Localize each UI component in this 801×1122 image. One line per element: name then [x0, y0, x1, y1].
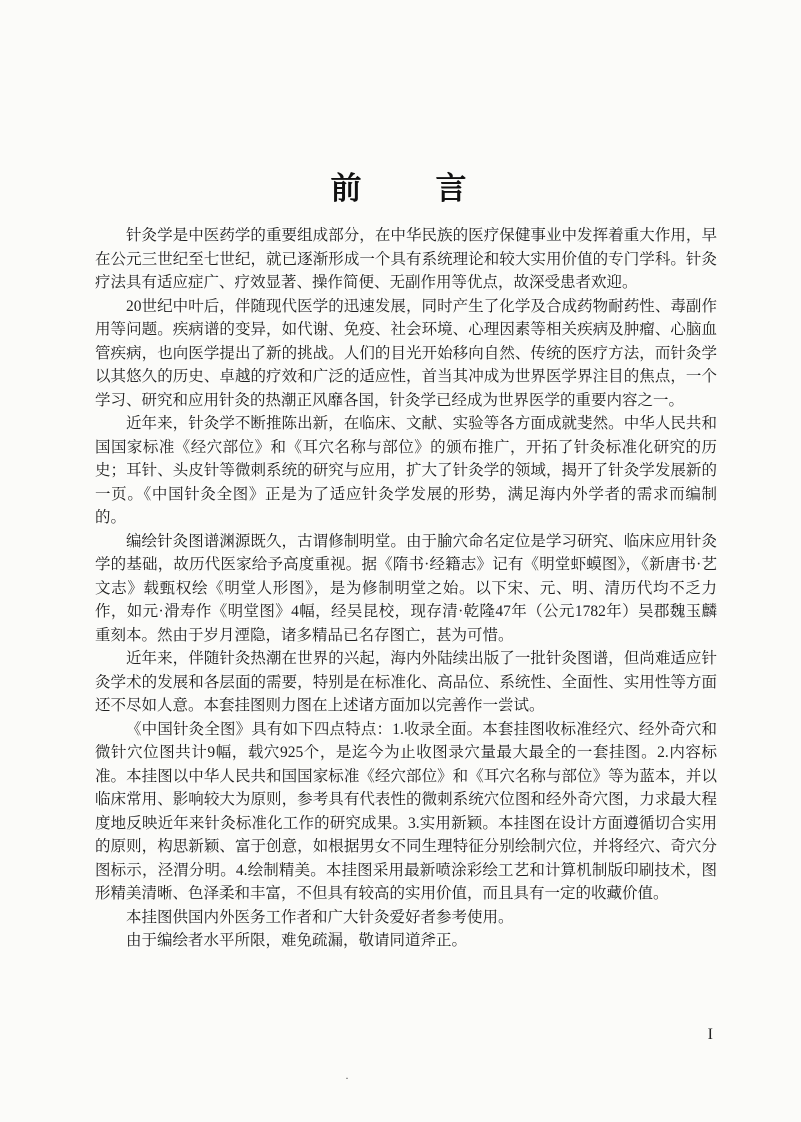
paragraph-1: 针灸学是中医药学的重要组成部分，在中华民族的医疗保健事业中发挥着重大作用，早在公元三世纪至七世纪，就已逐渐形成一个具有系统理论和较大实用价值的专门学科。针灸疗法具有适应症广、疗效显著、操作简便、无副作用等优点，故深受患者欢迎。: [95, 227, 717, 291]
paragraph-8: 由于编绘者水平所限，难免疏漏，敬请同道斧正。: [126, 932, 468, 949]
paragraph-4: 编绘针灸图谱渊源既久，古谓修制明堂。由于腧穴命名定位是学习研究、临床应用针灸学的基础，故历代医家给予高度重视。据《隋书·经籍志》记有《明堂虾蟆图》，《新唐书·艺文志》载甄权绘《明堂人形图》，是为修制明堂之始。以下宋、元、明、清历代均不乏力作，如元·滑寿作《明堂图》4幅，经吴昆校，现存清·乾隆47年（公元1782年）吴郡魏玉麟重刻本。然由于岁月湮隐，诸多精品已名存图亡，甚为可惜。: [95, 532, 717, 644]
preface-body: [95, 224, 717, 953]
paragraph-2: 20世纪中叶后，伴随现代医学的迅速发展，同时产生了化学及合成药物耐药性、毒副作用等问题。疾病谱的变异，如代谢、免疫、社会环境、心理因素等相关疾病及肿瘤、心脑血管疾病，也向医学提出了新的挑战。人们的目光开始移向自然、传统的医疗方法，而针灸学以其悠久的历史、卓越的疗效和广泛的适应性，首当其冲成为世界医学界注目的焦点，一个学习、研究和应用针灸的热潮正风靡各国，针灸学已经成为世界医学的重要内容之一。: [95, 297, 717, 409]
page-number: I: [707, 1026, 713, 1043]
paragraph-5: 近年来，伴随针灸热潮在世界的兴起，海内外陆续出版了一批针灸图谱，但尚难适应针灸学术的发展和各层面的需要，特别是在标准化、高品位、系统性、全面性、实用性等方面还不尽如人意。本套挂图则力图在上述诸方面加以完善作一尝试。: [95, 650, 717, 714]
paragraph-3: 近年来，针灸学不断推陈出新，在临床、文献、实验等各方面成就斐然。中华人民共和国国家标准《经穴部位》和《耳穴名称与部位》的颁布推广，开拓了针灸标准化研究的历史；耳针、头皮针等微刺系统的研究与应用，扩大了针灸学的领域，揭开了针灸学发展新的一页。《中国针灸全图》正是为了适应针灸学发展的形势，满足海内外学者的需求而编制的。: [95, 415, 717, 526]
paragraph-6: 《中国针灸全图》具有如下四点特点：1.收录全面。本套挂图收标准经穴、经外奇穴和微针穴位图共计9幅，载穴925个，是迄今为止收图录穴量最大最全的一套挂图。2.内容标准。本挂图以中华人民共和国国家标准《经穴部位》和《耳穴名称与部位》等为蓝本，并以临床常用、影响较大为原则，参考具有代表性的微刺系统穴位图和经外奇穴图，力求最大程度地反映近年来针灸标准化工作的研究成果。3.实用新颖。本挂图在设计方面遵循切合实用的原则，构思新颖、富于创意，如根据男女不同生理特征分别绘制穴位，并将经穴、奇穴分图标示，泾渭分明。4.绘制精美。本挂图采用最新喷涂彩绘工艺和计算机制版印刷技术，图形精美清晰、色泽柔和丰富，不但具有较高的实用价值，而且具有一定的收藏价值。: [95, 720, 717, 902]
paragraph-7: 本挂图供国内外医务工作者和广大针灸爱好者参考使用。: [126, 908, 514, 926]
scan-artifact-dot: ·: [345, 1071, 349, 1085]
page-title: 前 言: [330, 171, 471, 206]
